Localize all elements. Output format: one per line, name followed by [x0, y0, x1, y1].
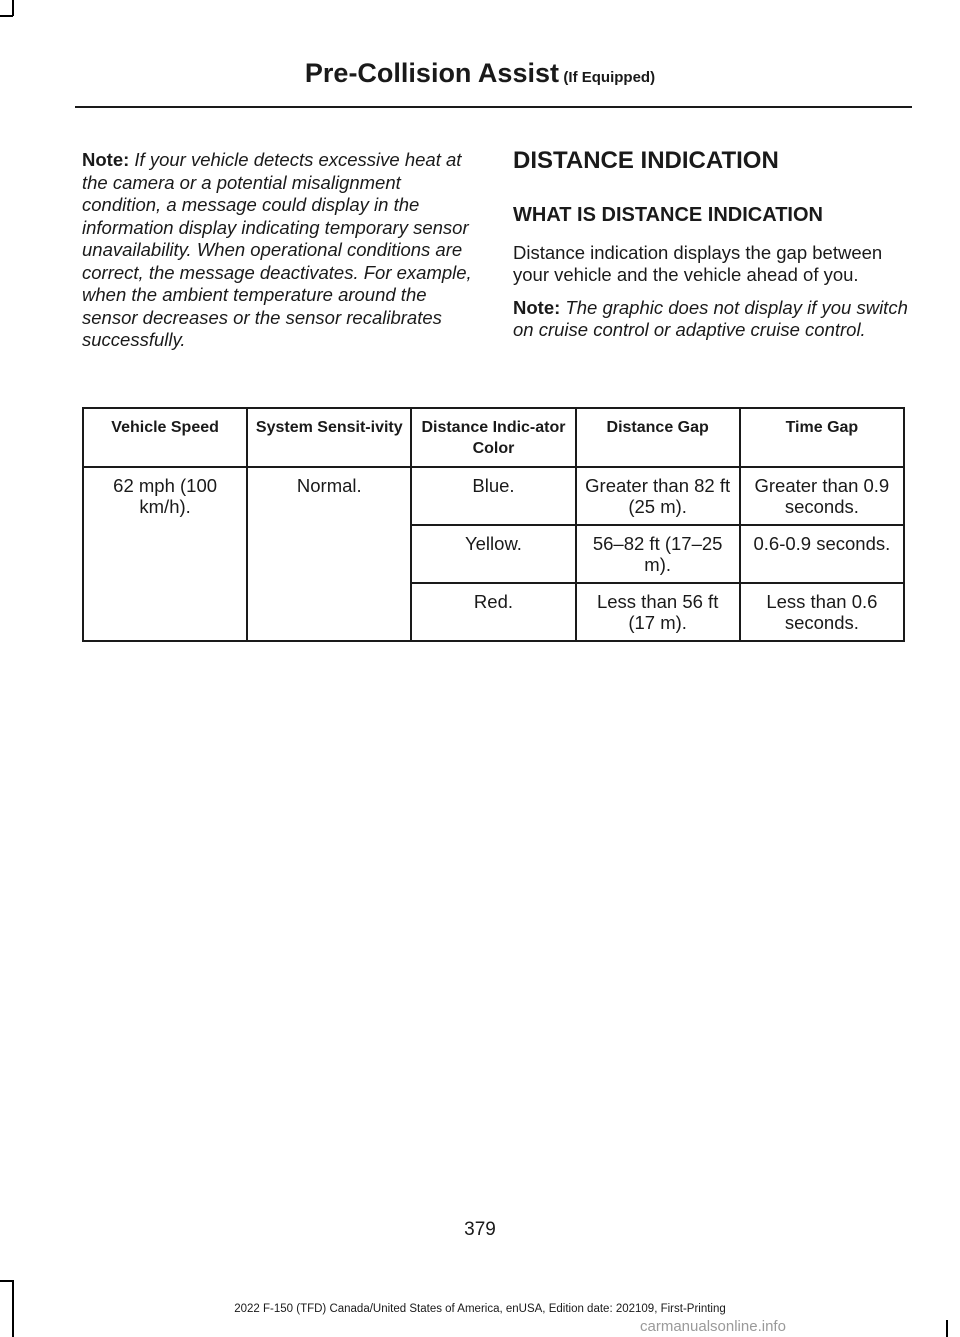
note-label: Note: [513, 297, 561, 318]
column-header: Vehicle Speed [83, 408, 247, 467]
header-title: Pre-Collision Assist [304, 58, 559, 88]
crop-mark-bottom-left-h [0, 1280, 13, 1282]
page-header [0, 58, 960, 89]
section-note [513, 297, 908, 341]
table-cell: Red. [411, 583, 575, 641]
column-header: System Sensit-ivity [247, 408, 411, 467]
table-cell: Normal. [247, 467, 411, 641]
table-cell: Less than 56 ft (17 m). [576, 583, 740, 641]
section-paragraph: Distance indication displays the gap between your vehicle and the vehicle ahead of you. [513, 242, 883, 285]
note-label: Note: [82, 149, 130, 170]
crop-mark-top-left [12, 0, 14, 16]
table-cell: Blue. [411, 467, 575, 525]
header-subtitle: (If Equipped) [563, 69, 656, 86]
header-divider [75, 106, 912, 108]
table-cell: 0.6-0.9 seconds. [740, 525, 904, 583]
crop-mark-bottom-right [946, 1320, 948, 1337]
page-number: 379 [464, 1219, 496, 1240]
distance-indication-table [82, 407, 905, 642]
column-header: Time Gap [740, 408, 904, 467]
left-note [82, 149, 478, 352]
watermark: carmanualsonline.info [640, 1318, 786, 1335]
footer-text: 2022 F-150 (TFD) Canada/United States of America, enUSA, Edition date: 202109, First-Printing [234, 1303, 726, 1315]
table-row [83, 467, 904, 525]
section-heading: DISTANCE INDICATION [513, 147, 779, 174]
table-header-row [83, 408, 904, 467]
note-text: The graphic does not display if you switch on cruise control or adaptive cruise control. [513, 297, 908, 340]
distance-indication-section [513, 146, 908, 341]
table-cell: Yellow. [411, 525, 575, 583]
column-header: Distance Indic-ator Color [411, 408, 575, 467]
table-cell: Greater than 0.9 seconds. [740, 467, 904, 525]
table-cell: 62 mph (100 km/h). [83, 467, 247, 641]
note-text: If your vehicle detects excessive heat at the camera or a potential misalignment condition, a message could display in the information display indicating temporary sensor unavailability. When operational conditions are correct, the message deactivates. For example, when the ambient temperature around the sensor decreases or the sensor recalibrates successfully. [82, 149, 472, 350]
crop-mark-top-left-h [0, 15, 13, 17]
table-cell: Less than 0.6 seconds. [740, 583, 904, 641]
section-subheading: WHAT IS DISTANCE INDICATION [513, 204, 823, 226]
table-cell: Greater than 82 ft (25 m). [576, 467, 740, 525]
column-header: Distance Gap [576, 408, 740, 467]
table-cell: 56–82 ft (17–25 m). [576, 525, 740, 583]
